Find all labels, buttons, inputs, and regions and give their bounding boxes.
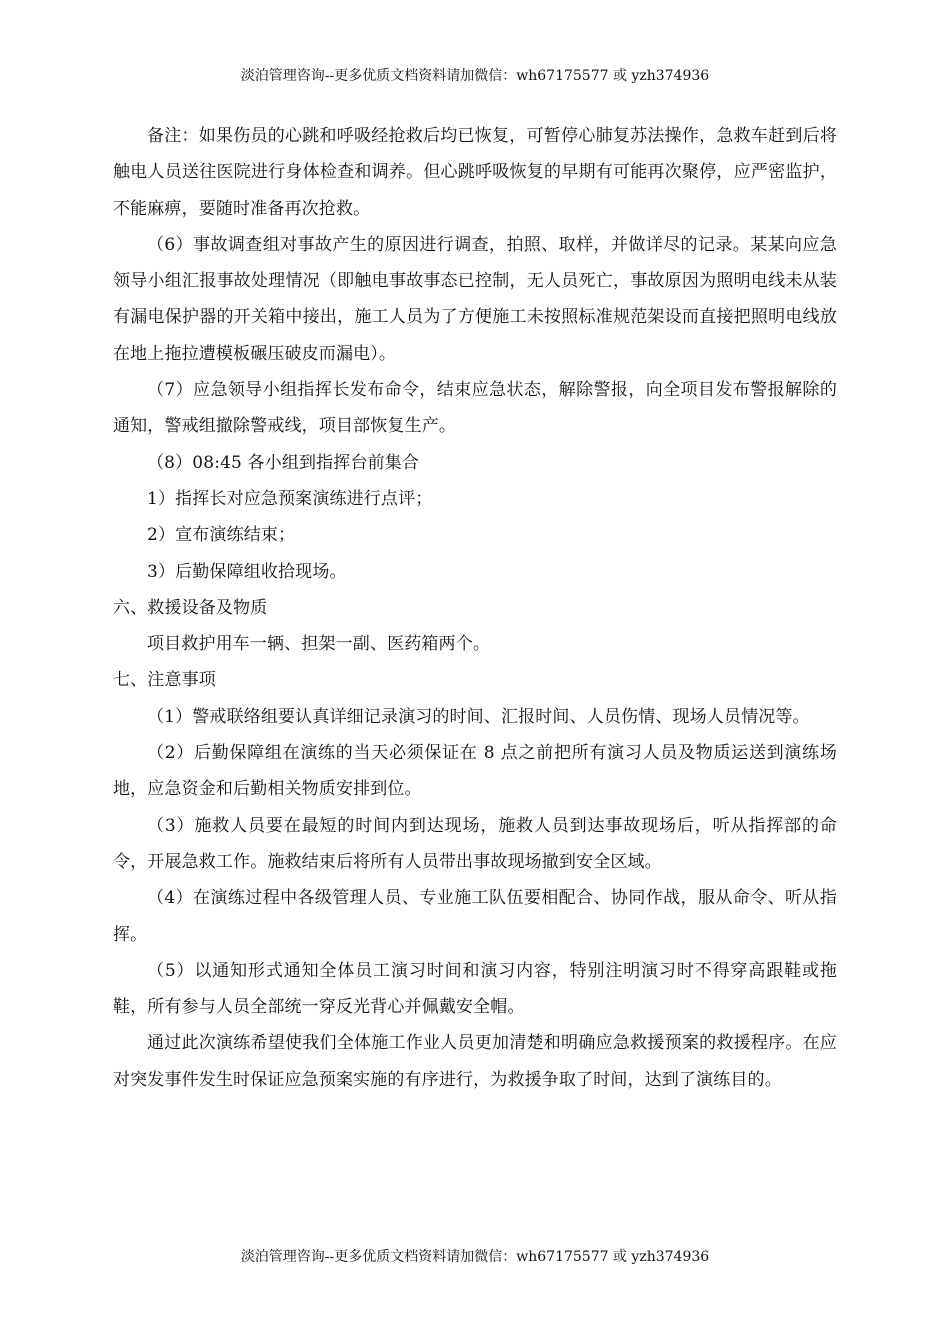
step-8-item-1: 1）指挥长对应急预案演练进行点评； — [147, 488, 433, 509]
notice-item-1: （1）警戒联络组要认真详细记录演习的时间、汇报时间、人员伤情、现场人员情况等。 — [147, 706, 810, 727]
notice-item-4: （4）在演练过程中各级管理人员、专业施工队伍要相配合、协同作战，服从命令、听从指挥。 — [113, 888, 837, 945]
step-8-item-2: 2）宣布演练结束； — [147, 525, 296, 546]
section-6-heading: 六、救援设备及物质 — [113, 597, 268, 618]
notice-item-5: （5）以通知形式通知全体员工演习时间和演习内容，特别注明演习时不得穿高跟鞋或拖鞋，所有参与人员全部统一穿反光背心并佩戴安全帽。 — [113, 960, 837, 1018]
page-footer: 淡泊管理咨询--更多优质文档资料请加微信：wh67175577 或 yzh374936 — [240, 1249, 710, 1265]
notice-item-2: （2）后勤保障组在演练的当天必须保证在 8 点之前把所有演习人员及物质运送到演练场地，应急资金和后勤相关物质安排到位。 — [113, 743, 837, 800]
conclusion-paragraph: 通过此次演练希望使我们全体施工作业人员更加清楚和明确应急救援预案的救援程序。在应对突发事件发生时保证应急预案实施的有序进行，为救援争取了时间，达到了演练目的。 — [113, 1033, 837, 1090]
section-7-heading: 七、注意事项 — [113, 670, 216, 691]
page-header: 淡泊管理咨询--更多优质文档资料请加微信：wh67175577 或 yzh374936 — [240, 68, 710, 84]
step-8-item-3: 3）后勤保障组收拾现场。 — [147, 561, 347, 582]
note-paragraph: 备注：如果伤员的心跳和呼吸经抢救后均已恢复，可暂停心肺复苏法操作，急救车赶到后将触电人员送往医院进行身体检查和调养。但心跳呼吸恢复的早期有可能再次聚停，应严密监护，不能麻痹，要随时准备再次抢救。 — [113, 126, 837, 219]
document-body — [113, 118, 837, 1098]
section-6-body: 项目救护用车一辆、担架一副、医药箱两个。 — [147, 634, 490, 655]
step-6-paragraph: （6）事故调查组对事故产生的原因进行调查，拍照、取样，并做详尽的记录。某某向应急领导小组汇报事故处理情况（即触电事故事态已控制，无人员死亡，事故原因为照明电线未从装有漏电保护器的开关箱中接出，施工人员为了方便施工未按照标准规范架设而直接把照明电线放在地上拖拉遭模板碾压破皮而漏电）。 — [113, 234, 837, 364]
step-8-paragraph: （8）08:45 各小组到指挥台前集合 — [147, 452, 420, 473]
notice-item-3: （3）施救人员要在最短的时间内到达现场，施救人员到达事故现场后，听从指挥部的命令，开展急救工作。施救结束后将所有人员带出事故现场撤到安全区域。 — [113, 815, 837, 872]
step-7-paragraph: （7）应急领导小组指挥长发布命令，结束应急状态，解除警报，向全项目发布警报解除的通知，警戒组撤除警戒线，项目部恢复生产。 — [113, 380, 837, 437]
